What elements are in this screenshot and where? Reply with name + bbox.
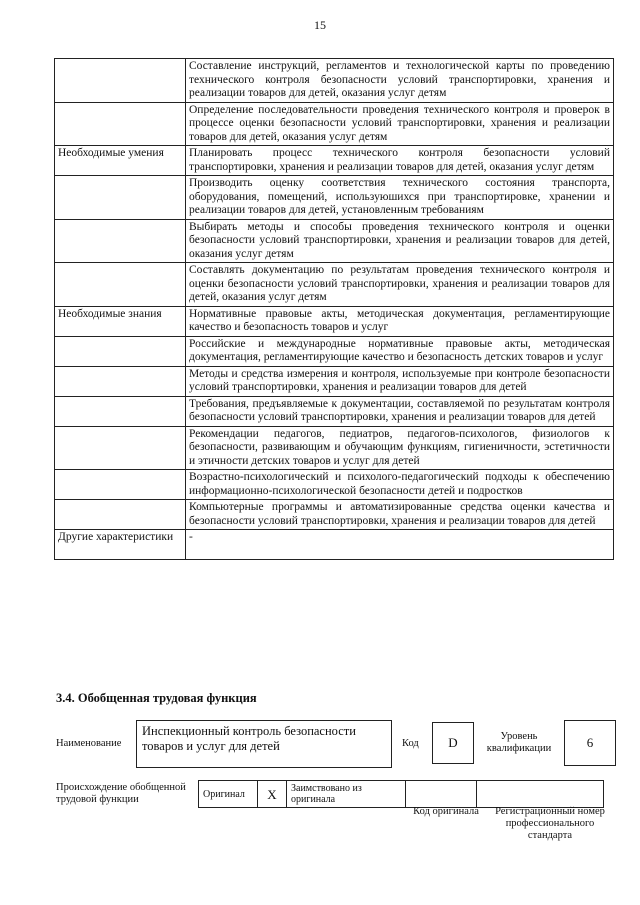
level-label: Уровень квалификации [486,731,552,754]
code-original-cell [406,781,477,808]
table-row [55,500,614,530]
origin-label: Происхождение обобщенной трудовой функции [56,782,186,805]
table-row [55,530,614,560]
table-row [55,59,614,103]
borrowed-label: Заимствовано из оригинала [287,781,406,808]
row-text: Требования, предъявляемые к документации, составляемой по результатам контроля безопасности условий транспортировки, хранения и реализации товаров для детей [186,396,614,426]
name-label: Наименование [56,738,122,749]
row-text: Составлять документацию по результатам проведения технического контроля и оценки безопасности условий транспортировки, хранения и реализации товаров для детей, оказания услуг детям [186,263,614,307]
skills-knowledge-table [54,58,614,560]
table-row [55,366,614,396]
row-label [55,263,186,307]
code-label: Код [402,738,419,749]
section-title: 3.4. Обобщенная трудовая функция [56,691,257,705]
function-name-box: Инспекционный контроль безопасности товаров и услуг для детей [136,720,392,768]
code-box: D [432,722,474,764]
row-label [55,336,186,366]
row-text: Рекомендации педагогов, педиатров, педагогов-психологов, физиологов к безопасности, развивающим и обучающим функциям, гигиеничности, эстетичности и этичности детских товаров и услуг для детей [186,426,614,470]
reg-number-label: Регистрационный номер профессионального стандарта [495,806,605,841]
row-label [55,219,186,263]
table-row [55,470,614,500]
table-row [55,426,614,470]
table-row [55,306,614,336]
row-label: Необходимые знания [55,306,186,336]
row-text: Определение последовательности проведения технического контроля и проверок в процессе оценки безопасности условий транспортировки, хранения и реализации товаров для детей, оказания услуг детям [186,102,614,146]
row-label [55,470,186,500]
row-label [55,102,186,146]
level-box: 6 [564,720,616,766]
row-label [55,426,186,470]
row-label: Необходимые умения [55,146,186,176]
row-label [55,396,186,426]
row-label [55,176,186,220]
reg-number-cell [477,781,604,808]
table-row [55,102,614,146]
row-text: Нормативные правовые акты, методическая документация, регламентирующие качество и безопасность товаров и услуг [186,306,614,336]
table-row [55,176,614,220]
row-text: Составление инструкций, регламентов и технологической карты по проведению технического контроля безопасности условий транспортировки, хранения и реализации товаров для детей, оказания услуг детям [186,59,614,103]
row-text: - [186,530,614,560]
row-label [55,500,186,530]
table-row [55,336,614,366]
row-text: Методы и средства измерения и контроля, используемые при контроле безопасности условий транспортировки, хранения и реализации товаров для детей [186,366,614,396]
row-text: Российские и международные нормативные правовые акты, методическая документация, регламентирующие качество и безопасность детских товаров и услуг [186,336,614,366]
table-row [55,396,614,426]
row-label [55,59,186,103]
original-mark: X [258,781,287,808]
row-label: Другие характеристики [55,530,186,560]
row-text: Производить оценку соответствия технического состояния транспорта, оборудования, помещений, используюшихся при транспортировке, хранении и реализации товаров для детей, установленным требованиям [186,176,614,220]
table-row [55,146,614,176]
origin-table [198,780,604,808]
table-row [55,219,614,263]
code-original-label: Код оригинала [413,806,479,817]
original-label: Оригинал [199,781,258,808]
page-number: 15 [314,18,326,32]
row-text: Планировать процесс технического контроля безопасности условий транспортировки, хранения и реализации товаров для детей, оказания услуг детям [186,146,614,176]
row-text: Выбирать методы и способы проведения технического контроля и оценки безопасности условий транспортировки, хранения и реализации товаров для детей, оказания услуг детям [186,219,614,263]
table-row [55,263,614,307]
row-text: Компьютерные программы и автоматизированные средства оценки качества и безопасности условий транспортировки, хранения и реализации товаров для детей [186,500,614,530]
row-label [55,366,186,396]
row-text: Возрастно-психологический и психолого-педагогический подходы к обеспечению информационно-психологической безопасности детей и подростков [186,470,614,500]
